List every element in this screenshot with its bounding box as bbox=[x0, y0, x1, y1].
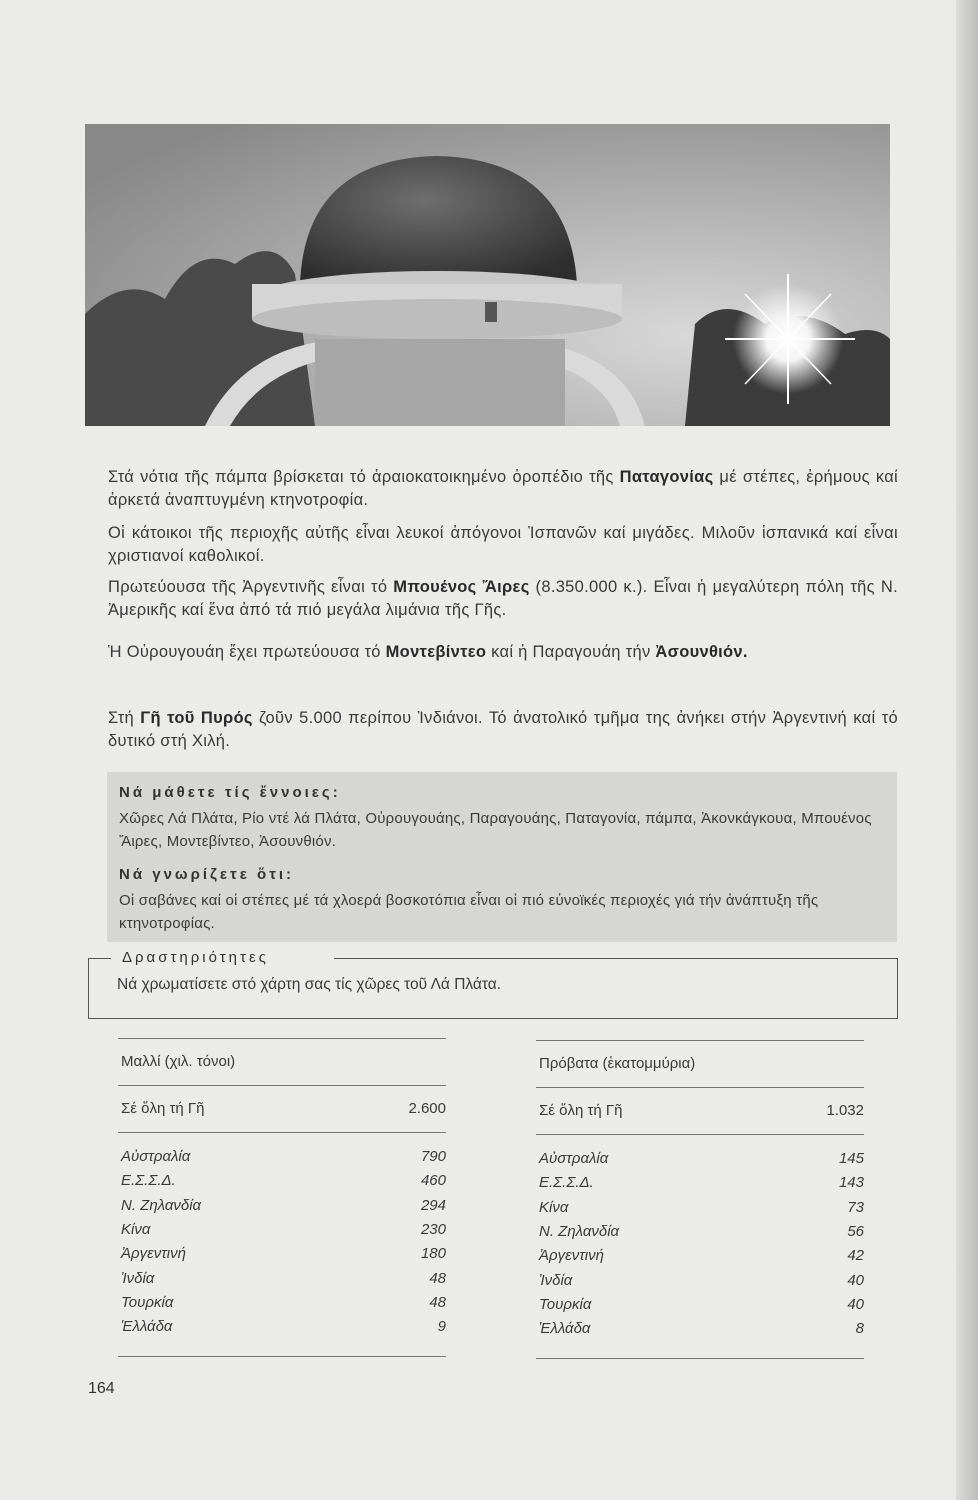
country-value: 40 bbox=[847, 1295, 864, 1313]
paragraph-uruguay-paraguay: Ἡ Οὐρουγουάη ἔχει πρωτεύουσα τό Μοντεβίντεο καί ἡ Παραγουάη τήν Ἀσουνθιόν. bbox=[108, 643, 748, 661]
table-rule-header bbox=[118, 1085, 446, 1086]
table-row bbox=[121, 1148, 446, 1171]
table-rule-bottom bbox=[118, 1356, 446, 1357]
country-name: Ν. Ζηλανδία bbox=[121, 1196, 202, 1214]
country-value: 40 bbox=[847, 1271, 864, 1289]
table-rule-bottom bbox=[536, 1358, 864, 1359]
country-name: Τουρκία bbox=[121, 1293, 174, 1311]
activity-box bbox=[88, 949, 898, 1019]
table-row bbox=[121, 1245, 446, 1268]
activity-rule-right bbox=[334, 958, 897, 959]
know-heading: Νά γνωρίζετε ὅτι: bbox=[119, 866, 295, 883]
country-value: 790 bbox=[420, 1148, 446, 1165]
country-name: Ἀργεντινή bbox=[539, 1247, 604, 1265]
country-name: Ε.Σ.Σ.Δ. bbox=[121, 1172, 176, 1190]
table-row bbox=[539, 1247, 864, 1270]
table-rule-top bbox=[536, 1040, 864, 1041]
table-row bbox=[121, 1270, 446, 1293]
table-rule-top bbox=[118, 1038, 446, 1039]
country-name: Ν. Ζηλανδία bbox=[539, 1222, 620, 1240]
world-total-label: Σέ ὅλη τή Γῆ bbox=[121, 1100, 205, 1117]
world-total-row bbox=[539, 1102, 864, 1119]
table-rule-header bbox=[536, 1087, 864, 1088]
country-name: Κίνα bbox=[539, 1198, 569, 1216]
table-row bbox=[539, 1199, 864, 1222]
paragraph-buenos-aires: Πρωτεύουσα τῆς Ἀργεντινῆς εἶναι τό Μπουένος Ἄιρες (8.350.000 κ.). Εἶναι ἡ μεγαλύτερη πόλη τῆς Ν. Ἀμερικῆς καί ἕνα ἀπό τά πιό μεγάλα λιμάνια τῆς Γῆς. bbox=[108, 578, 898, 619]
table-header: Πρόβατα (ἑκατομμύρια) bbox=[539, 1055, 696, 1072]
activity-rule-left bbox=[89, 958, 111, 959]
country-name: Ε.Σ.Σ.Δ. bbox=[539, 1174, 594, 1192]
page-number: 164 bbox=[88, 1380, 115, 1397]
table-row bbox=[121, 1172, 446, 1195]
table-row bbox=[539, 1272, 864, 1295]
country-name: Ἑλλάδα bbox=[539, 1320, 591, 1338]
country-value: 143 bbox=[838, 1174, 864, 1192]
paragraph-patagonia: Στά νότια τῆς πάμπα βρίσκεται τό ἀραιοκατοικημένο ὀροπέδιο τῆς Παταγονίας μέ στέπες, ἐρήμους καί ἀρκετά ἀναπτυγμένη κτηνοτροφία. bbox=[108, 468, 898, 509]
country-value: 460 bbox=[420, 1172, 446, 1190]
paragraph-tierra-del-fuego: Στή Γῆ τοῦ Πυρός ζοῦν 5.000 περίπου Ἰνδιάνοι. Τό ἀνατολικό τμῆμα της ἀνήκει στήν Ἀργεντινή καί τό δυτικό στή Χιλή. bbox=[108, 709, 898, 750]
concepts-text: Χῶρες Λά Πλάτα, Ρίο ντέ λά Πλάτα, Οὐρουγουάης, Παραγουάης, Παταγονία, πάμπα, Ἀκονκάγκουα, Μπουένος Ἄιρες, Μοντεβίντεο, Ἀσουνθιόν. bbox=[119, 810, 872, 850]
country-value: 73 bbox=[847, 1198, 864, 1216]
learn-box bbox=[107, 772, 897, 942]
country-value: 294 bbox=[420, 1196, 446, 1214]
world-total-row bbox=[121, 1100, 446, 1117]
country-value: 230 bbox=[420, 1220, 446, 1238]
table-row bbox=[121, 1221, 446, 1244]
concepts-heading: Νά μάθετε τίς ἔννοιες: bbox=[119, 784, 341, 801]
table-row bbox=[539, 1320, 864, 1343]
country-name: Ἑλλάδα bbox=[121, 1318, 173, 1336]
country-name: Τουρκία bbox=[539, 1295, 592, 1313]
country-name: Αὐστραλία bbox=[539, 1150, 609, 1167]
country-name: Ἰνδία bbox=[539, 1271, 573, 1289]
table-row bbox=[539, 1223, 864, 1246]
country-value: 48 bbox=[429, 1293, 446, 1311]
country-name: Κίνα bbox=[121, 1220, 151, 1238]
world-total-value: 2.600 bbox=[408, 1100, 446, 1117]
table-row bbox=[539, 1174, 864, 1197]
paragraph-inhabitants: Οἱ κάτοικοι τῆς περιοχῆς αὐτῆς εἶναι λευκοί ἀπόγονοι Ἱσπανῶν καί μιγάδες. Μιλοῦν ἱσπανικά καί εἶναι χριστιανοί καθολικοί. bbox=[108, 524, 898, 565]
country-value: 180 bbox=[420, 1245, 446, 1263]
table-rule-world bbox=[536, 1134, 864, 1135]
country-name: Ἰνδία bbox=[121, 1269, 155, 1287]
world-total-value: 1.032 bbox=[826, 1102, 864, 1119]
country-value: 9 bbox=[437, 1318, 446, 1336]
country-value: 56 bbox=[847, 1222, 864, 1240]
table-row bbox=[121, 1197, 446, 1220]
know-text: Οἱ σαβάνες καί οἱ στέπες μέ τά χλοερά βοσκοτόπια εἶναι οἱ πιό εὐνοϊκές περιοχές γιά τήν ἀνάπτυξη τῆς κτηνοτροφίας. bbox=[119, 892, 819, 932]
world-total-label: Σέ ὅλη τή Γῆ bbox=[539, 1102, 623, 1119]
country-name: Ἀργεντινή bbox=[121, 1245, 186, 1263]
country-value: 42 bbox=[847, 1247, 864, 1265]
table-row bbox=[121, 1294, 446, 1317]
table-row bbox=[121, 1318, 446, 1341]
activity-text: Νά χρωματίσετε στό χάρτη σας τίς χῶρες τοῦ Λά Πλάτα. bbox=[117, 976, 502, 993]
country-value: 8 bbox=[855, 1320, 864, 1338]
activity-title: Δραστηριότητες bbox=[114, 949, 277, 966]
table-row bbox=[539, 1150, 864, 1173]
page-edge bbox=[956, 0, 978, 1500]
table-rule-world bbox=[118, 1132, 446, 1133]
table-header: Μαλλί (χιλ. τόνοι) bbox=[121, 1053, 236, 1070]
country-value: 145 bbox=[838, 1150, 864, 1167]
country-name: Αὐστραλία bbox=[121, 1148, 191, 1165]
country-value: 48 bbox=[429, 1269, 446, 1287]
table-row bbox=[539, 1296, 864, 1319]
planetarium-photo bbox=[85, 124, 890, 426]
